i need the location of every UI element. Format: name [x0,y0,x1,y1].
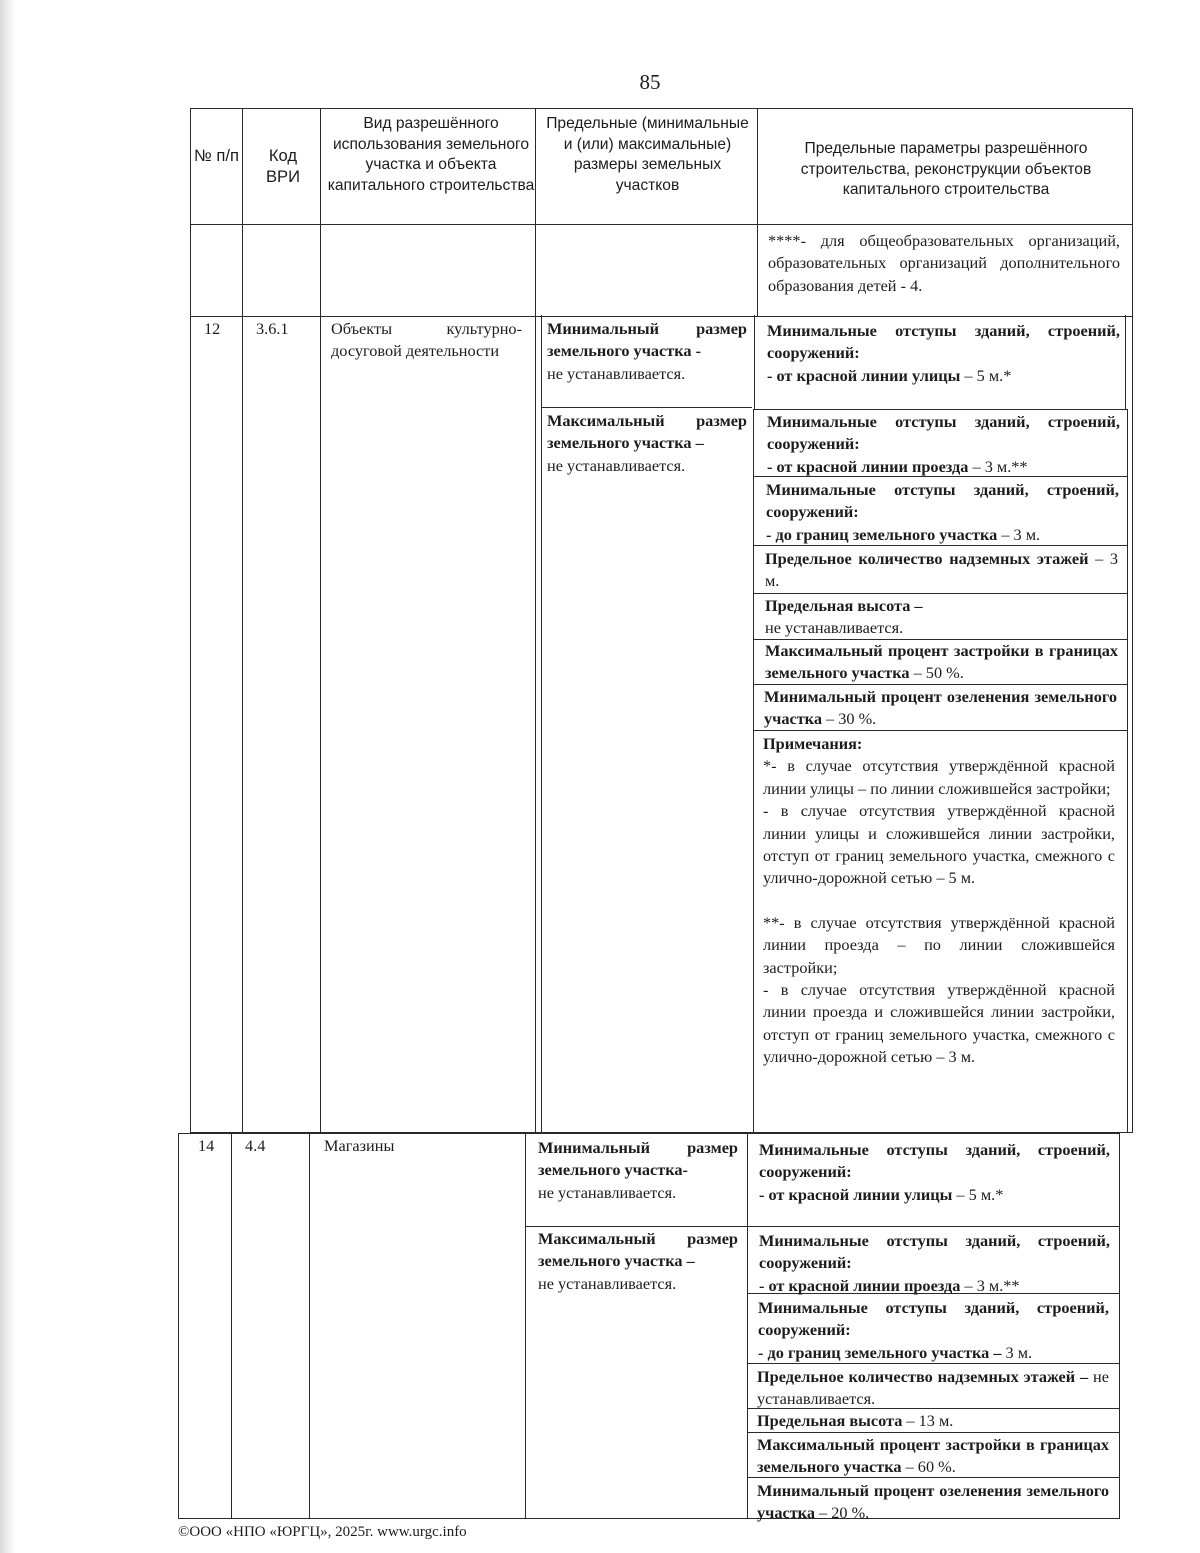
row14-param-build-percent: Максимальный процент застройки в границах земельного участка – 60 %. [757,1435,1109,1477]
row12-max-size: Максимальный размер земельного участка – не устанавливается. [547,411,747,475]
row14-param-green-percent: Минимальный процент озеленения земельного участка – 20 %. [757,1481,1109,1523]
row12-param-floors: Предельное количество надземных этажей – 3 м. [765,549,1118,591]
header-use-type: Вид разрешённого использования земельного участка и объекта капитального строительства [327,115,535,194]
row14-param-setback-street: Минимальные отступы зданий, строений, сооружений: - от красной линии улицы – 5 м.* [759,1140,1110,1204]
row14-max-size: Максимальный размер земельного участка – не устанавливается. [538,1229,738,1293]
row14-param-setback-boundary: Минимальные отступы зданий, строений, сооружений: - до границ земельного участка – 3 м. [758,1298,1109,1362]
row14-min-size: Минимальный размер земельного участка- не устанавливается. [538,1138,738,1202]
continuation-note: ****- для общеобразовательных организаций, образовательных организаций дополнительного образования детей - 4. [768,231,1120,295]
row12-use-name: Объекты культурно-досуговой деятельности [331,319,522,361]
header-num: № п/п [194,146,239,165]
row12-notes: Примечания: *- в случае отсутствия утверждённой красной линии улицы – по линии сложившейся застройки; - в случае отсутствия утверждённой красной линии улицы и сложившейся линии застройки, отступ от границ земельного участка, смежного с улично-дорожной сетью – 5 м. **- в случае отсутствия утверждённой красной линии проезда – по линии сложившейся застройки; - в случае отсутствия утверждённой красной линии проезда и сложившейся линии застройки, отступ от границ земельного участка, смежного с улично-дорожной сетью – 3 м. [763,734,1115,1067]
page-number: 85 [639,70,661,94]
row12-param-setback-street: Минимальные отступы зданий, строений, сооружений: - от красной линии улицы – 5 м.* [767,321,1120,385]
row14-use-name: Магазины [324,1136,395,1155]
row12-param-green-percent: Минимальный процент озеленения земельного участка – 30 %. [764,687,1117,729]
row14-param-floors: Предельное количество надземных этажей – не устанавливается. [757,1367,1109,1409]
row14-param-height: Предельная высота – 13 м. [757,1411,954,1430]
scan-edge-shadow [0,0,16,1553]
page-footer: ©ООО «НПО «ЮРГЦ», 2025г. www.urgc.info [178,1524,467,1540]
row12-param-height: Предельная высота – не устанавливается. [765,596,923,638]
row12-param-setback-boundary: Минимальные отступы зданий, строений, сооружений: - до границ земельного участка – 3 м. [766,480,1119,544]
header-code: Код ВРИ [265,146,301,186]
row14-param-setback-passage: Минимальные отступы зданий, строений, сооружений: - от красной линии проезда – 3 м.** [759,1231,1110,1295]
row12-param-build-percent: Максимальный процент застройки в границах земельного участка – 50 %. [765,641,1118,683]
row14-code: 4.4 [245,1136,266,1155]
row12-min-size: Минимальный размер земельного участка - не устанавливается. [547,319,747,383]
row12-code: 3.6.1 [256,319,289,338]
header-plot-size: Предельные (минимальные и (или) максимальные) размеры земельных участков [546,115,749,194]
row12-param-setback-passage: Минимальные отступы зданий, строений, сооружений: - от красной линии проезда – 3 м.** [767,412,1120,476]
header-build-params: Предельные параметры разрешённого строительства, реконструкции объектов капитального строительства [800,140,1092,199]
row14-num: 14 [198,1136,215,1155]
row12-num: 12 [204,319,221,338]
